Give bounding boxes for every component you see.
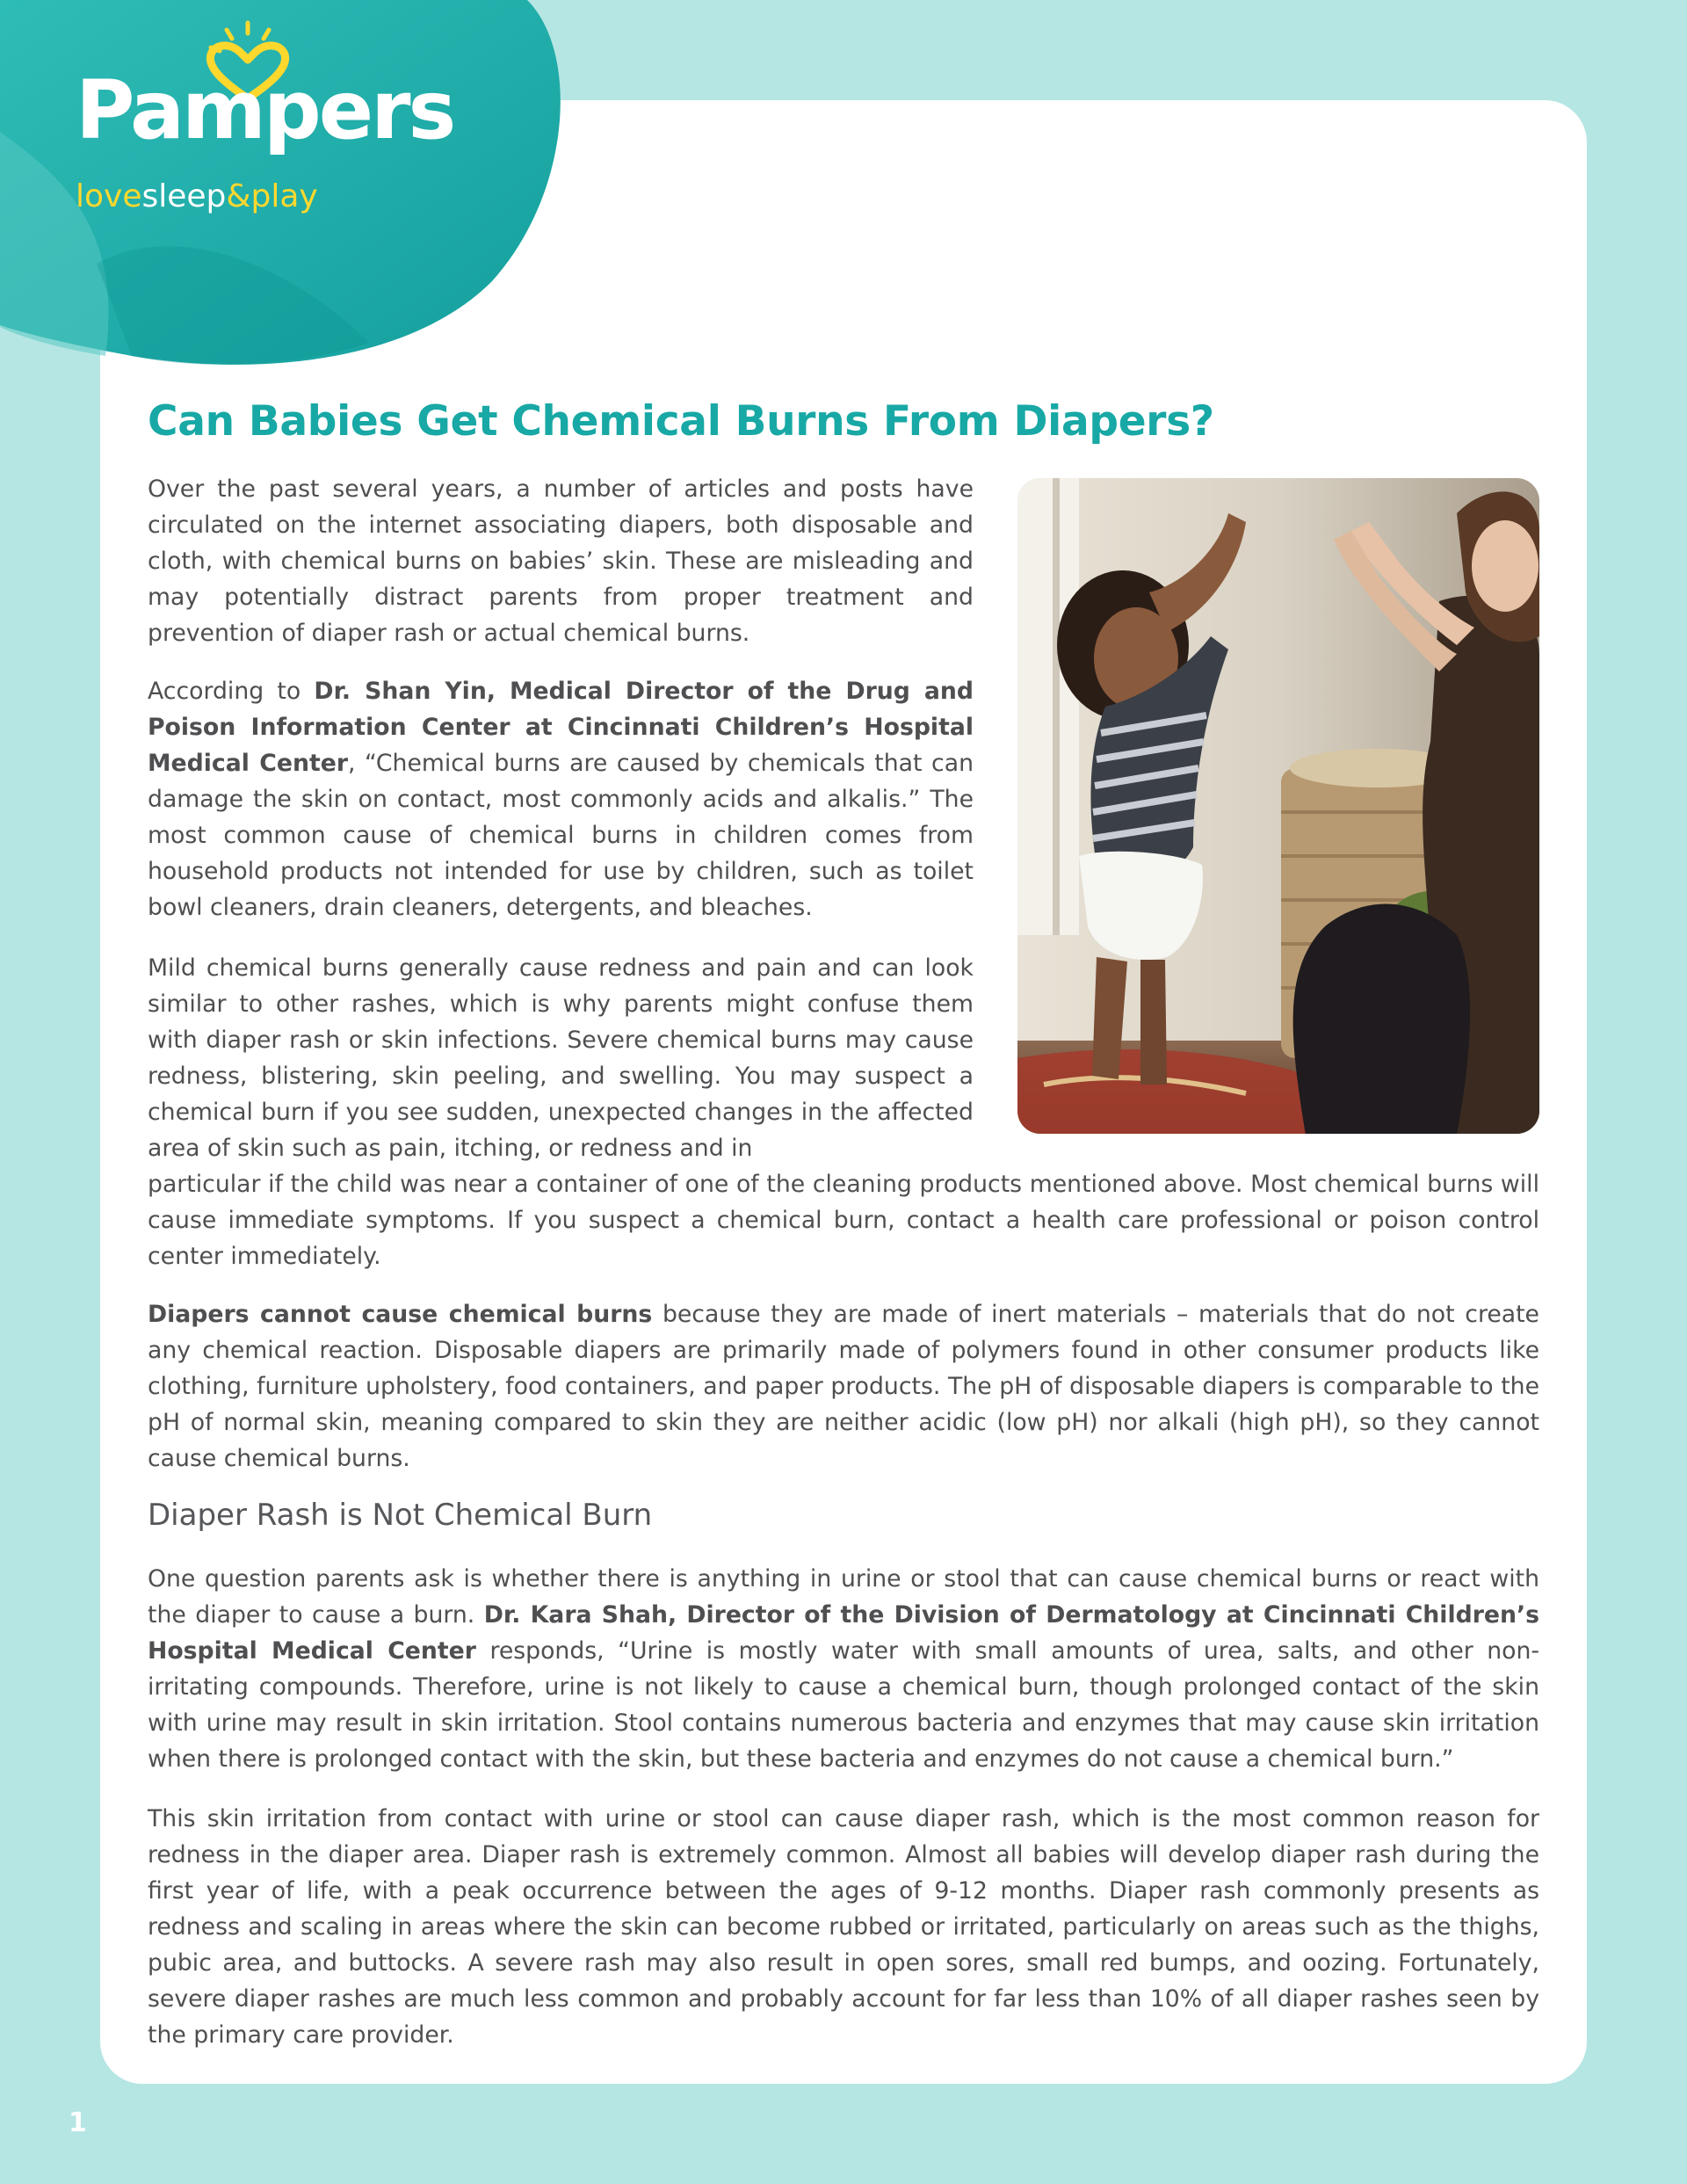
page-number: 1 [69,2108,87,2138]
section-heading: Diaper Rash is Not Chemical Burn [148,1498,653,1533]
paragraph-symptoms-continued: particular if the child was near a container of one of the cleaning products mentioned above. Most chemical burns will cause immediate symptoms. If you suspect a chemical burn, contact a health care professional or poison control center immediately. [148,1171,1539,1270]
article-title: Can Babies Get Chemical Burns From Diapers? [148,397,1214,446]
paragraph-diaper-rash: This skin irritation from contact with urine or stool can cause diaper rash, which is the most common reason for redness in the diaper area. Diaper rash is extremely common. Almost all babies will develop diaper rash during the first year of life, with a peak occurrence between the ages of 9-12 months. Diaper rash commonly presents as redness and scaling in areas where the skin can become rubbed or irritated, particularly on areas such as the thighs, pubic area, and buttocks. A severe rash may also result in open sores, small red bumps, and oozing. Fortunately, severe diaper rashes are much less common and probably account for far less than 10% of all diaper rashes seen by the primary care provider. [148,1805,1539,2049]
paragraph-expert-shah: One question parents ask is whether there is anything in urine or stool that can cause chemical burns or react with the diaper to cause a burn. Dr. Kara Shah, Director of the Division of Dermatology at Cincinnati Children’s Hospital Medical Center responds, “Urine is mostly water with small amounts of urea, salts, and other non-irritating compounds. Therefore, urine is not likely to cause a chemical burn, though prolonged contact of the skin with urine may result in skin irritation. Stool contains numerous bacteria and enzymes that may cause skin irritation when there is prolonged contact with the skin, but these bacteria and enzymes do not cause a chemical burn.” [148,1565,1540,1773]
paragraph-diapers-inert: Diapers cannot cause chemical burns because they are made of inert materials – materials that do not create any chemical reaction. Disposable diapers are primarily made of polymers found in other consumer products like clothing, furniture upholstery, food containers, and paper products. The pH of disposable diapers is comparable to the pH of normal skin, meaning compared to skin they are neither acidic (low pH) nor alkali (high pH), so they cannot cause chemical burns. [148,1301,1539,1472]
paragraph-expert-yin: According to Dr. Shan Yin, Medical Director of the Drug and Poison Information Center at Cincinnati Children’s Hospital Medical Center, “Chemical burns are caused by chemicals that can damage the skin on contact, most commonly acids and alkalis.” The most common cause of chemical burns in children comes from household products not intended for use by children, such as toilet bowl cleaners, drain cleaners, detergents, and bleaches. [148,678,974,921]
paragraph-intro: Over the past several years, a number of articles and posts have circulated on the internet associating diapers, both disposable and cloth, with chemical burns on babies’ skin. These are misleading and may potentially distract parents from proper treatment and prevention of diaper rash or actual chemical burns. [148,475,974,647]
brand-logo: Pampers [76,63,454,157]
paragraph-symptoms: Mild chemical burns generally cause redness and pain and can look similar to other rashes, which is why parents might confuse them with diaper rash or skin infections. Severe chemical burns may cause redness, blistering, skin peeling, and swelling. You may suspect a chemical burn if you see sudden, unexpected changes in the affected area of skin such as pain, itching, or redness and in [148,954,974,1162]
mother-child-photo [1017,478,1539,1134]
brand-tagline: lovesleep&play [76,178,318,214]
